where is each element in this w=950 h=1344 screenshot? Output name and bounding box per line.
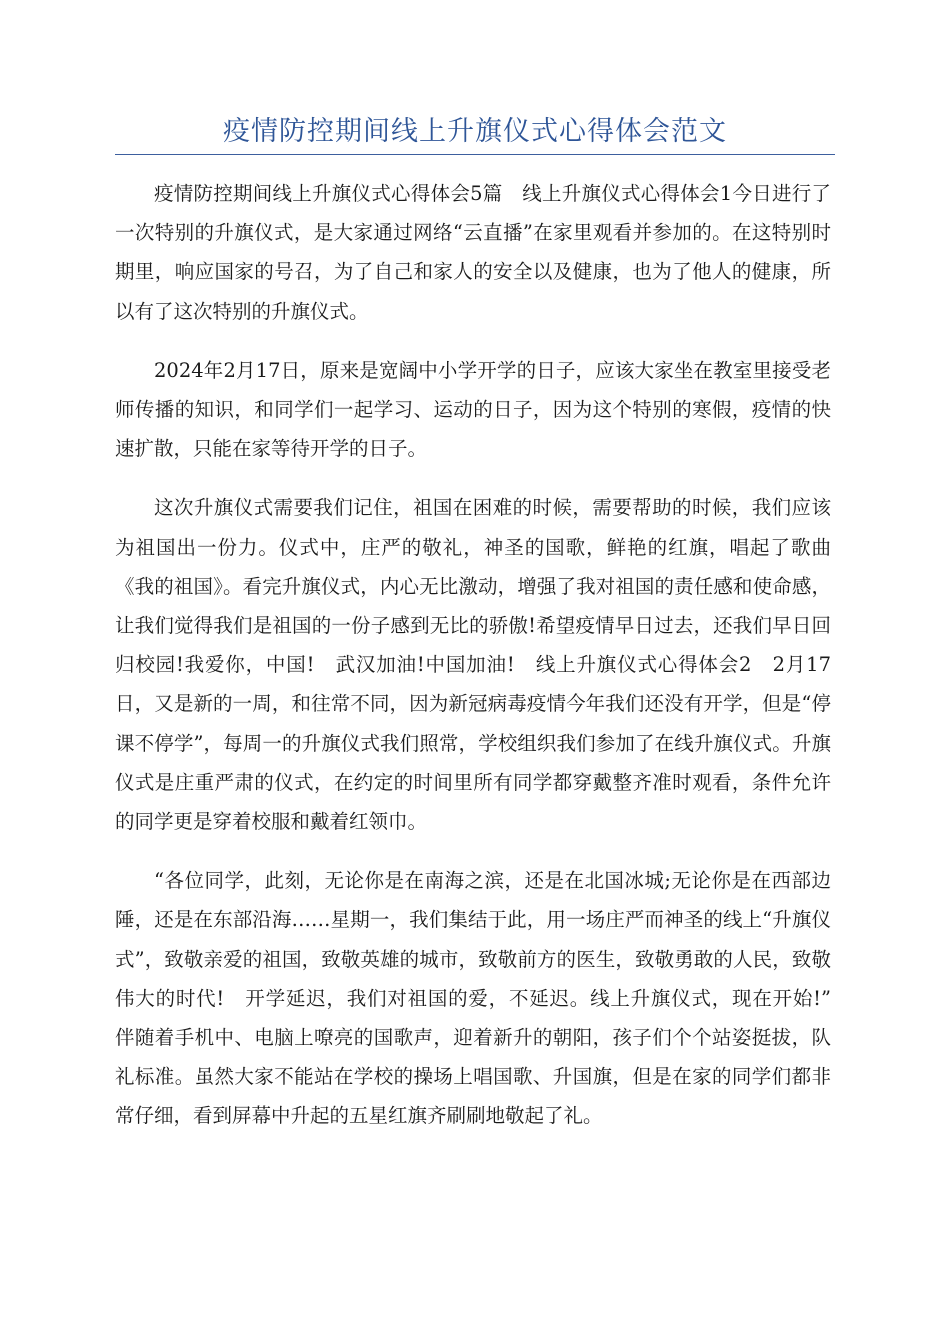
document-title: 疫情防控期间线上升旗仪式心得体会范文 (223, 116, 727, 147)
document-body (115, 174, 851, 1156)
paragraph-1: 疫情防控期间线上升旗仪式心得体会5篇 线上升旗仪式心得体会1今日进行了一次特别的升旗仪式，是大家通过网络“云直播”在家里观看并参加的。在这特别时期里，响应国家的号召，为了自己和家人的安全以及健康，也为了他人的健康，所以有了这次特别的升旗仪式。 (115, 182, 831, 323)
paragraph-2: 2024年2月17日，原来是宽阔中小学开学的日子，应该大家坐在教室里接受老师传播的知识，和同学们一起学习、运动的日子，因为这个特别的寒假，疫情的快速扩散，只能在家等待开学的日子。 (115, 358, 831, 461)
title-underline (115, 154, 835, 155)
paragraph-4: “各位同学，此刻，无论你是在南海之滨，还是在北国冰城;无论你是在西部边陲，还是在东部沿海……星期一，我们集结于此，用一场庄严而神圣的线上“升旗仪式”，致敬亲爱的祖国，致敬英雄的城市，致敬前方的医生，致敬勇敢的人民，致敬伟大的时代! 开学延迟，我们对祖国的爱，不延迟。线上升旗仪式，现在开始!” 伴随着手机中、电脑上嘹亮的国歌声，迎着新升的朝阳，孩子们个个站姿挺拔，队礼标准。虽然大家不能站在学校的操场上唱国歌、升国旗，但是在家的同学们都非常仔细，看到屏幕中升起的五星红旗齐刷刷地敬起了礼。 (115, 869, 851, 1128)
paragraph-3: 这次升旗仪式需要我们记住，祖国在困难的时候，需要帮助的时候，我们应该为祖国出一份力。仪式中，庄严的敬礼，神圣的国歌，鲜艳的红旗，唱起了歌曲《我的祖国》。看完升旗仪式，内心无比激动，增强了我对祖国的责任感和使命感，让我们觉得我们是祖国的一份子感到无比的骄傲!希望疫情早日过去，还我们早日回归校园!我爱你，中国! 武汉加油!中国加油! 线上升旗仪式心得体会2 2月17日，又是新的一周，和往常不同，因为新冠病毒疫情今年我们还没有开学，但是“停课不停学”，每周一的升旗仪式我们照常，学校组织我们参加了在线升旗仪式。升旗仪式是庄重严肃的仪式，在约定的时间里所有同学都穿戴整齐准时观看，条件允许的同学更是穿着校服和戴着红领巾。 (115, 496, 831, 834)
